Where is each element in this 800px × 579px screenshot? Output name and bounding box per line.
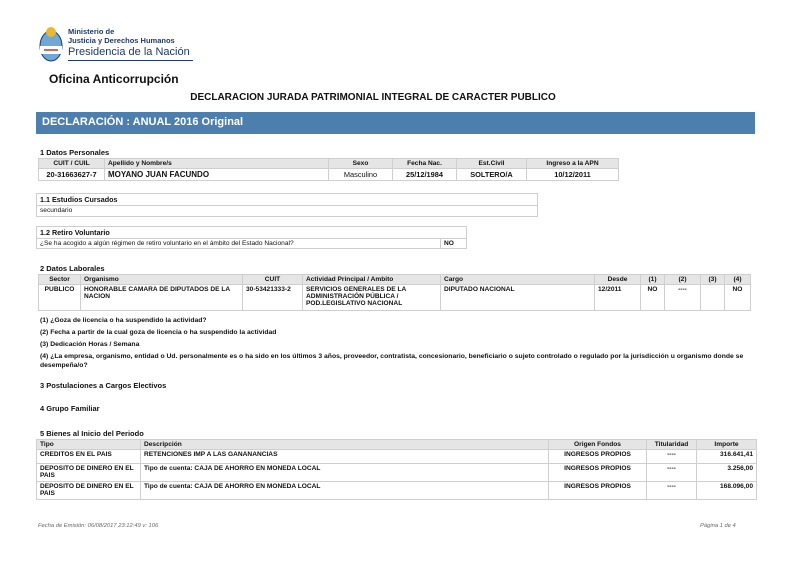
table-row (37, 464, 757, 482)
labor-cuit: 30-53421333-2 (243, 285, 303, 311)
page-number: Página 1 de 4 (700, 523, 736, 529)
section-positions: 3 Postulaciones a Cargos Electivos (40, 381, 167, 390)
asset-funds-origin: INGRESOS PROPIOS (549, 464, 647, 482)
section-labor: 2 Datos Laborales (40, 264, 105, 273)
section-retirement: 1.2 Retiro Voluntario (37, 227, 467, 239)
ministry-line1: Ministerio de (68, 27, 115, 36)
labor-note-1: NO (641, 285, 665, 311)
asset-amount: 3.256,00 (697, 464, 757, 482)
labor-row (39, 285, 751, 311)
header-organism: Organismo (81, 275, 243, 285)
header-funds-origin: Origen Fondos (549, 440, 647, 450)
presidency-label: Presidencia de la Nación (68, 46, 190, 58)
header-birthdate: Fecha Nac. (393, 159, 457, 169)
labor-note-4: NO (725, 285, 751, 311)
studies-value: secundario (37, 206, 538, 217)
labor-since: 12/2011 (595, 285, 641, 311)
asset-description: RETENCIONES IMP A LAS GANANANCIAS (141, 450, 549, 464)
value-birthdate: 25/12/1984 (393, 169, 457, 181)
asset-description: Tipo de cuenta: CAJA DE AHORRO EN MONEDA LOCAL (141, 482, 549, 500)
asset-funds-origin: INGRESOS PROPIOS (549, 482, 647, 500)
asset-amount: 168.096,00 (697, 482, 757, 500)
personal-table (38, 158, 619, 181)
header-note-1: (1) (641, 275, 665, 285)
declaration-bar (36, 112, 755, 134)
header-labor-cuit: CUIT (243, 275, 303, 285)
section-assets: 5 Bienes al Inicio del Periodo (40, 429, 144, 438)
labor-note-text-4: (4) ¿La empresa, organismo, entidad o Ud. personalmente es o ha sido en los últimos 3 años, proveedor, contratista, concesionario, beneficiario o sujeto controlado o regulado por la jurisdicción u organismo donde se desempeña/o? (40, 353, 744, 369)
header-since: Desde (595, 275, 641, 285)
document-title: DECLARACION JURADA PATRIMONIAL INTEGRAL DE CARACTER PUBLICO (190, 92, 556, 103)
asset-ownership: ---- (647, 464, 697, 482)
asset-description: Tipo de cuenta: CAJA DE AHORRO EN MONEDA LOCAL (141, 464, 549, 482)
section-personal: 1 Datos Personales (40, 148, 110, 157)
assets-table (36, 439, 757, 500)
header-note-4: (4) (725, 275, 751, 285)
header-amount: Importe (697, 440, 757, 450)
labor-header-row (39, 275, 751, 285)
header-sector: Sector (39, 275, 81, 285)
assets-header-row (37, 440, 757, 450)
labor-sector: PUBLICO (39, 285, 81, 311)
labor-table (38, 274, 751, 311)
value-apn-entry: 10/12/2011 (527, 169, 619, 181)
value-sex: Masculino (329, 169, 393, 181)
header-activity: Actividad Principal / Ambito (303, 275, 441, 285)
asset-type: DEPOSITO DE DINERO EN EL PAIS (37, 464, 141, 482)
retirement-table (36, 226, 467, 249)
personal-header-row (39, 159, 619, 169)
section-studies: 1.1 Estudios Cursados (37, 194, 538, 206)
asset-ownership: ---- (647, 482, 697, 500)
labor-note-text-3: (3) Dedicación Horas / Semana (40, 341, 140, 348)
studies-table (36, 193, 538, 217)
declaration-label: DECLARACIÓN : ANUAL 2016 Original (42, 116, 244, 128)
asset-type: CREDITOS EN EL PAIS (37, 450, 141, 464)
asset-amount: 316.641,41 (697, 450, 757, 464)
labor-note-3 (701, 285, 725, 311)
header-apn-entry: Ingreso a la APN (527, 159, 619, 169)
logo-divider (68, 60, 193, 61)
header-note-2: (2) (665, 275, 701, 285)
header-civil-status: Est.Civil (457, 159, 527, 169)
coat-of-arms-icon (38, 26, 64, 64)
labor-note-2: ---- (665, 285, 701, 311)
table-row (37, 482, 757, 500)
retirement-question: ¿Se ha acogido a algún régimen de retiro voluntario en el ámbito del Estado Nacional? (37, 239, 441, 249)
office-name: Oficina Anticorrupción (49, 72, 179, 86)
value-civil-status: SOLTERO/A (457, 169, 527, 181)
header-note-3: (3) (701, 275, 725, 285)
header-ownership: Titularidad (647, 440, 697, 450)
personal-value-row (39, 169, 619, 181)
header-position: Cargo (441, 275, 595, 285)
retirement-answer: NO (441, 239, 467, 249)
table-row (37, 450, 757, 464)
emission-date: Fecha de Emisión: 06/08/2017 23:12:49 v: 106 (38, 523, 159, 529)
section-family: 4 Grupo Familiar (40, 404, 100, 413)
ministry-logo (38, 24, 198, 68)
value-name: MOYANO JUAN FACUNDO (105, 169, 329, 181)
value-cuit: 20-31663627-7 (39, 169, 105, 181)
labor-position: DIPUTADO NACIONAL (441, 285, 595, 311)
labor-note-text-1: (1) ¿Goza de licencia o ha suspendido la actividad? (40, 317, 207, 324)
labor-organism: HONORABLE CAMARA DE DIPUTADOS DE LA NACION (81, 285, 243, 311)
header-cuit: CUIT / CUIL (39, 159, 105, 169)
header-description: Descripción (141, 440, 549, 450)
asset-funds-origin: INGRESOS PROPIOS (549, 450, 647, 464)
header-sex: Sexo (329, 159, 393, 169)
ministry-line2: Justicia y Derechos Humanos (68, 36, 175, 45)
labor-note-text-2: (2) Fecha a partir de la cual goza de licencia o ha suspendido la actividad (40, 329, 277, 336)
asset-type: DEPOSITO DE DINERO EN EL PAIS (37, 482, 141, 500)
header-name: Apellido y Nombre/s (105, 159, 329, 169)
labor-activity: SERVICIOS GENERALES DE LA ADMINISTRACIÓN PÚBLICA / POD.LEGISLATIVO NACIONAL (303, 285, 441, 311)
header-type: Tipo (37, 440, 141, 450)
asset-ownership: ---- (647, 450, 697, 464)
